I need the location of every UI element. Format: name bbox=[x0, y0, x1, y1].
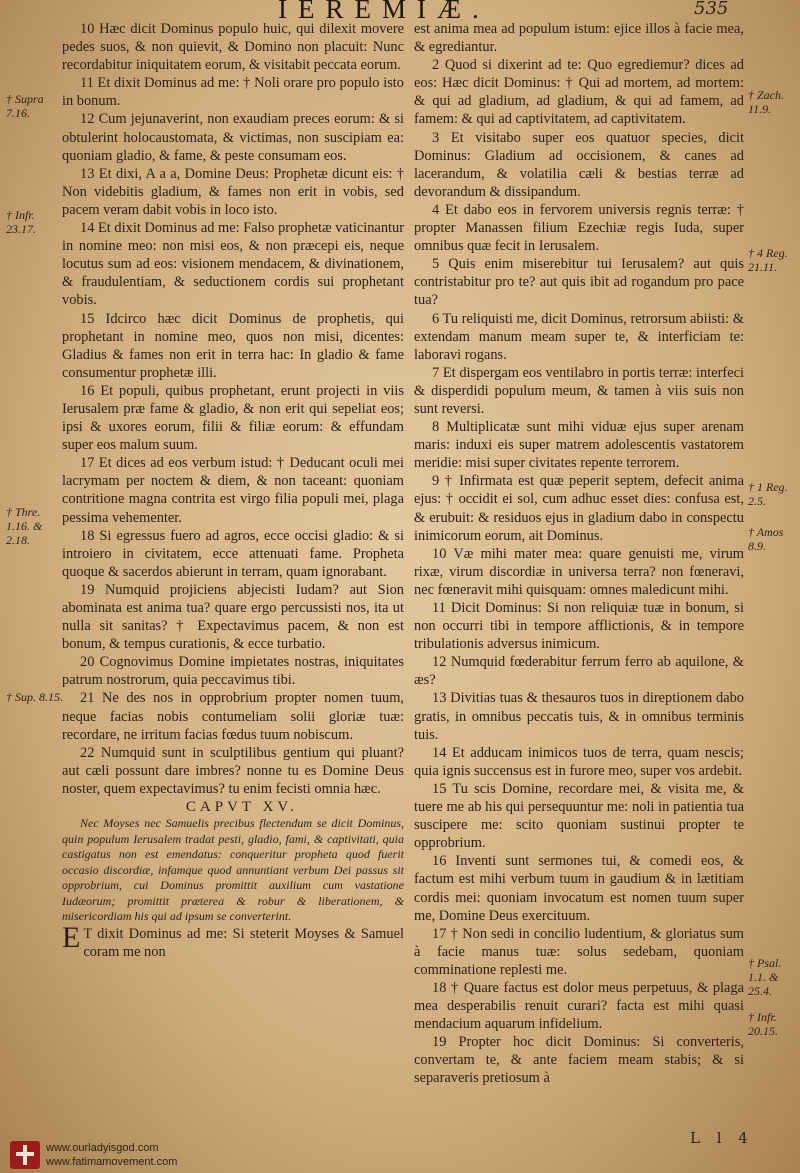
verse-10: 10 Hæc dicit Dominus populo huic, qui dilexit movere pedes suos, & non quievit, & Domino non placuit: Nunc recordabitur iniquitatem eorum, & visitabit peccata eorum. bbox=[62, 21, 404, 74]
right-column bbox=[414, 20, 744, 1088]
running-title: IEREMIÆ. bbox=[278, 0, 490, 24]
verse-16-ch15: 16 Inventi sunt sermones tui, & comedi eos, & factum est mihi verbum tuum in gaudium & in lætitiam cordis mei: quoniam invocatum est nomen tuum super me, Domine Deus exercituum. bbox=[414, 853, 744, 924]
footer-url-2[interactable]: www.fatimamovement.com bbox=[46, 1156, 178, 1168]
chapter-summary: Nec Moyses nec Samuelis precibus flectendum se dicit Dominus, quin populum Ierusalem tradat pesti, gladio, fami, & captivitati, quia castigatus non est emendatus: conqueritur propheta quod fuerit occasio discordiæ, infamque quod annuntiant verbum Dei passus sit opprobrium, cui Dominus promittit auxilium cum vastatione Iudæorum; promittit præterea & robur & liberationem, & misericordiam his qui ad ipsum se converterint. bbox=[62, 816, 404, 924]
verse-15-ch15: 15 Tu scis Domine, recordare mei, & visita me, & tuere me ab his qui persequuntur me: noli in patientia tua suscipere me: scito quoniam sustinui propter te opprobrium. bbox=[414, 780, 744, 852]
margin-note-left: † Infr. 23.17. bbox=[6, 208, 36, 236]
verse-8: 8 Multiplicatæ sunt mihi viduæ ejus super arenam maris: induxi eis super matrem adolescentis vastatorem meridie: misi super civitates repente terrorem. bbox=[414, 419, 744, 472]
verse-19: 19 Numquid projiciens abjecisti Iudam? aut Sion abominata est anima tua? quare ergo percussisti nos, ita ut nulla sit sanitas? † Expectavimus pacem, & non est bonum, & tempus curationis, & ecce turbatio. bbox=[62, 581, 404, 653]
margin-note-right: † Zach. 11.9. bbox=[748, 88, 784, 116]
verse-12: 12 Cum jejunaverint, non exaudiam preces eorum: & si obtulerint holocaustomata, & victimas, non suscipiam ea: quoniam gladio, & fame, & peste consumam eos. bbox=[62, 111, 404, 164]
verse-11: 11 Et dixit Dominus ad me: † Noli orare pro populo isto in bonum. bbox=[62, 75, 404, 110]
verse-18-ch15: 18 † Quare factus est dolor meus perpetuus, & plaga mea desperabilis renuit curari? facta est mihi quasi mendacium aquarum infidelium. bbox=[414, 979, 744, 1033]
verse-5: 5 Quis enim miserebitur tui Ierusalem? aut quis contristabitur pro te? aut quis ibit ad rogandum pro pace tua? bbox=[414, 256, 744, 309]
chapter-title: CAPVT XV. bbox=[185, 799, 299, 816]
verse-22: 22 Numquid sunt in sculptilibus gentium qui pluant? aut cæli possunt dare imbres? nonne tu es Domine Deus noster, quem expectavimus? tu enim fecisti omnia hæc. bbox=[62, 744, 404, 797]
verse-2: 2 Quod si dixerint ad te: Quo egrediemur? dices ad eos: Hæc dicit Dominus: † Qui ad mortem, ad mortem: & qui ad gladium, ad gladium, & qui ad famem, ad famem: & qui ad captivitatem, ad captivitatem. bbox=[414, 57, 744, 128]
verse-14: 14 Et dixit Dominus ad me: Falso prophetæ vaticinantur in nomine meo: non misi eos, & non præcepi eis, neque locutus sum ad eos: visionem mendacem, & divinationem, & fraudulentiam, & seductionem cordis sui prophetant vobis. bbox=[62, 220, 404, 309]
margin-note-right: † Amos 8.9. bbox=[748, 525, 784, 553]
margin-note-left: † Thre. 1.16. & 2.18. bbox=[6, 505, 43, 547]
footer-url-1[interactable]: www.ourladyisgod.com bbox=[46, 1142, 159, 1154]
verse-4: 4 Et dabo eos in fervorem universis regnis terræ: † propter Manassen filium Ezechiæ regis Iuda, super omnibus quæ fecit in Ierusalem. bbox=[414, 201, 744, 255]
verse-12-ch15: 12 Numquid fœderabitur ferrum ferro ab aquilone, & æs? bbox=[414, 654, 744, 689]
margin-note-right: † 1 Reg. 2.5. bbox=[748, 480, 788, 508]
page-footer bbox=[0, 1137, 800, 1173]
margin-note-left: † Sup. 8.15. bbox=[6, 690, 63, 704]
verse-16: 16 Et populi, quibus prophetant, erunt projecti in viis Ierusalem præ fame & gladio, & non erit qui sepeliat eos; ipsi & uxores eorum, filii & filiæ eorum: & effundam super eos malum suum. bbox=[62, 382, 404, 454]
fatima-logo-icon bbox=[10, 1141, 40, 1169]
verse-17: 17 Et dices ad eos verbum istud: † Deducant oculi mei lacrymam per noctem & diem, & non taceant: quoniam contritione magna contrita est virgo filia populi mei, plaga pessima vehementer. bbox=[62, 455, 404, 526]
verse-7: 7 Et dispergam eos ventilabro in portis terræ: interfeci & disperdidi populum meum, & tamen à viis suis non sunt reversi. bbox=[414, 364, 744, 417]
verse-1-cont: est anima mea ad populum istum: ejice illos à facie mea, & egrediantur. bbox=[414, 21, 744, 56]
margin-note-left: † Supra 7.16. bbox=[6, 92, 44, 120]
verse-10-ch15: 10 Væ mihi mater mea: quare genuisti me, virum rixæ, virum discordiæ in universa terra? non fœneravi, nec fœneravit mihi quisquam: omnes maledicunt mihi. bbox=[414, 545, 744, 598]
verse-14-ch15: 14 Et adducam inimicos tuos de terra, quam nescis; quia ignis succensus est in furore meo, super vos ardebit. bbox=[414, 744, 744, 779]
chapter-first-text: T dixit Dominus ad me: Si steterit Moyses & Samuel coram me non bbox=[83, 925, 404, 960]
verse-13: 13 Et dixi, A a a, Domine Deus: Prophetæ dicunt eis: † Non videbitis gladium, & fames non erit in vobis, sed pacem veram dabit vobis in loco isto. bbox=[62, 165, 404, 218]
page-number: 535 bbox=[694, 0, 729, 19]
verse-20: 20 Cognovimus Domine impietates nostras, iniquitates patrum nostrorum, quia peccavimus tibi. bbox=[62, 654, 404, 689]
signature-mark: L l 4 bbox=[690, 1129, 754, 1147]
drop-cap: E bbox=[62, 920, 81, 954]
chapter-first-verse bbox=[62, 920, 404, 961]
margin-note-right: † Infr. 20.15. bbox=[748, 1010, 778, 1038]
verse-3: 3 Et visitabo super eos quatuor species, dicit Dominus: Gladium ad occisionem, & canes ad lacerandum, & volatilia cæli & bestias terræ ad devorandum & dissipandum. bbox=[414, 129, 744, 200]
verse-13-ch15: 13 Divitias tuas & thesauros tuos in direptionem dabo gratis, in omnibus peccatis tuis, & in omnibus terminis tuis. bbox=[414, 690, 744, 743]
margin-note-right: † 4 Reg. 21.11. bbox=[748, 246, 788, 274]
verse-15: 15 Idcirco hæc dicit Dominus de prophetis, qui prophetant in nomine meo, quos non misi, dicentes: Gladius & fames non erit in terra hac: In gladio & fame consumentur prophetæ illi. bbox=[62, 310, 404, 381]
verse-17-ch15: 17 † Non sedi in concilio ludentium, & gloriatus sum à facie manus tuæ: solus sedebam, quoniam comminatione replesti me. bbox=[414, 925, 744, 978]
verse-18: 18 Si egressus fuero ad agros, ecce occisi gladio: & si introiero in civitatem, ecce attenuati fame. Propheta quoque & sacerdos abierunt in terram, quam ignorabant. bbox=[62, 527, 404, 580]
verse-19-ch15: 19 Propter hoc dicit Dominus: Si converteris, convertam te, & ante faciem meam stabis; & si separaveris pretiosum à bbox=[414, 1034, 744, 1087]
verse-21: 21 Ne des nos in opprobrium propter nomen tuum, neque facias nobis contumeliam solii gloriæ tuæ: recordare, ne irritum facias fœdus tuum nobiscum. bbox=[62, 690, 404, 743]
left-column bbox=[62, 20, 404, 961]
verse-6: 6 Tu reliquisti me, dicit Dominus, retrorsum abiisti: & extendam manum meam super te, & interficiam te: laboravi rogans. bbox=[414, 310, 744, 363]
verse-9: 9 † Infirmata est quæ peperit septem, defecit anima ejus: † occidit ei sol, cum adhuc esset dies: confusa est, & erubuit: & residuos ejus in gladium dabo in conspectu inimicorum eorum, ait Dominus. bbox=[414, 473, 744, 544]
verse-11-ch15: 11 Dicit Dominus: Si non reliquiæ tuæ in bonum, si non occurri tibi in tempore afflictionis, & in tempore tribulationis adversus inimicum. bbox=[414, 600, 744, 653]
margin-note-right: † Psal. 1.1. & 25.4. bbox=[748, 956, 782, 998]
